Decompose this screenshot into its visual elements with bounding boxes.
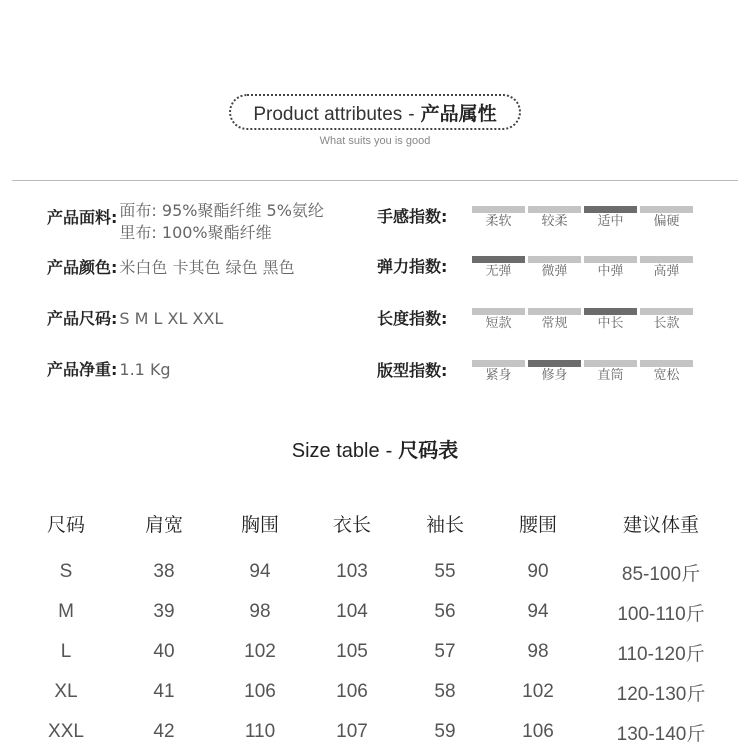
- weight-unit: 斤: [685, 602, 705, 625]
- index-option: 常规: [541, 316, 568, 331]
- cell-sleeve: 57: [434, 641, 456, 662]
- index-segment: [640, 308, 693, 332]
- header-chest: 胸围: [240, 513, 279, 536]
- index-segment: [472, 256, 525, 280]
- cell-length: 104: [336, 601, 368, 622]
- subtitle: What suits you is good: [319, 135, 431, 147]
- cell-length: 106: [336, 681, 368, 702]
- cell-weight: [584, 592, 738, 632]
- attr-weight-value: 1.1 Kg: [119, 360, 171, 379]
- index-option: 微弹: [541, 264, 568, 279]
- index-segment: [640, 360, 693, 384]
- index-option: 无弹: [485, 264, 512, 279]
- cell-shoulder: 40: [153, 641, 175, 662]
- attr-fabric-line1: 面布: 95%聚酯纤维 5%氨纶: [119, 201, 324, 220]
- index-bar: [528, 206, 581, 213]
- cell-size: L: [60, 641, 72, 662]
- header-waist: 腰围: [518, 513, 557, 536]
- cell-chest: 94: [249, 561, 271, 582]
- index-scale: [472, 360, 696, 384]
- index-length: [377, 308, 697, 344]
- attr-size: [47, 308, 223, 330]
- size-table-title: [0, 434, 750, 463]
- weight-range: 100-110: [617, 603, 686, 625]
- index-segment: [528, 308, 581, 332]
- title-zh: 产品属性: [420, 102, 497, 125]
- weight-unit: 斤: [681, 562, 701, 585]
- weight-range: 110-120: [617, 643, 686, 665]
- index-segment: [640, 206, 693, 230]
- header-weight: 建议体重: [622, 513, 699, 536]
- index-hand-feel: [377, 206, 697, 242]
- index-option: 直筒: [597, 368, 624, 383]
- cell-chest: 102: [244, 641, 276, 662]
- attr-fabric-label: 产品面料:: [47, 208, 118, 227]
- cell-sleeve: 56: [434, 601, 456, 622]
- attr-weight: [47, 359, 171, 381]
- cell-shoulder: 41: [153, 681, 175, 702]
- table-row: [18, 592, 738, 632]
- header-shoulder: 肩宽: [144, 513, 183, 536]
- cell-shoulder: 38: [153, 561, 175, 582]
- section-title-badge: [229, 94, 521, 130]
- cell-length: 103: [336, 561, 368, 582]
- size-title-zh: 尺码表: [398, 438, 459, 462]
- cell-size: M: [58, 601, 74, 622]
- cell-waist: 98: [527, 641, 549, 662]
- index-label: 长度指数:: [377, 309, 448, 328]
- index-bar: [584, 256, 637, 263]
- attr-size-label: 产品尺码:: [47, 309, 118, 328]
- cell-chest: 110: [244, 721, 276, 742]
- header-length: 衣长: [332, 513, 371, 536]
- index-bar: [528, 256, 581, 263]
- index-scale: [472, 308, 696, 332]
- index-option: 宽松: [653, 368, 680, 383]
- index-segment: [528, 256, 581, 280]
- index-scale: [472, 256, 696, 280]
- weight-range: 85-100: [621, 563, 682, 585]
- index-option: 适中: [597, 214, 624, 229]
- attr-color: [47, 257, 295, 279]
- title-en: Product attributes: [253, 103, 403, 125]
- attr-size-value: S M L XL XXL: [119, 309, 224, 328]
- cell-chest: 106: [244, 681, 276, 702]
- index-bar: [472, 256, 525, 263]
- attr-weight-label: 产品净重:: [47, 360, 118, 379]
- index-option: 短款: [485, 316, 512, 331]
- index-elasticity: [377, 256, 697, 292]
- divider: [12, 180, 738, 181]
- cell-size: S: [59, 561, 73, 582]
- size-title-en: Size table: [291, 440, 380, 462]
- cell-chest: 98: [249, 601, 271, 622]
- index-segment: [472, 308, 525, 332]
- index-scale: [472, 206, 696, 230]
- index-bar: [472, 360, 525, 367]
- header-sleeve: 袖长: [425, 513, 464, 536]
- index-bar: [472, 206, 525, 213]
- weight-range: 130-140: [616, 723, 687, 745]
- attr-fabric: [47, 200, 324, 244]
- cell-weight: [584, 672, 738, 712]
- cell-length: 107: [336, 721, 368, 742]
- table-row: [18, 632, 738, 672]
- index-option: 高弹: [653, 264, 680, 279]
- index-option: 柔软: [485, 214, 512, 229]
- table-row: [18, 712, 738, 752]
- index-segment: [584, 308, 637, 332]
- index-option: 中弹: [597, 264, 624, 279]
- index-bar: [584, 206, 637, 213]
- index-option: 长款: [653, 316, 680, 331]
- index-bar: [584, 360, 637, 367]
- index-segment: [584, 256, 637, 280]
- index-bar: [640, 360, 693, 367]
- table-header-row: [18, 502, 738, 544]
- index-option: 较柔: [541, 214, 568, 229]
- cell-weight: [584, 552, 738, 592]
- cell-weight: [584, 632, 738, 672]
- header-size: 尺码: [46, 513, 85, 536]
- index-bar: [528, 360, 581, 367]
- index-bar: [472, 308, 525, 315]
- index-option: 修身: [541, 368, 568, 383]
- index-bar: [528, 308, 581, 315]
- index-fit: [377, 360, 697, 396]
- index-label: 版型指数:: [377, 361, 448, 380]
- cell-size: XXL: [48, 721, 84, 742]
- index-segment: [584, 206, 637, 230]
- index-label: 手感指数:: [377, 207, 448, 226]
- cell-waist: 90: [527, 561, 549, 582]
- index-segment: [528, 360, 581, 384]
- index-segment: [528, 206, 581, 230]
- size-table: [18, 502, 738, 752]
- weight-unit: 斤: [686, 722, 706, 745]
- index-bar: [640, 308, 693, 315]
- title-separator: -: [408, 103, 415, 125]
- cell-sleeve: 59: [434, 721, 456, 742]
- index-bar: [640, 256, 693, 263]
- cell-shoulder: 42: [153, 721, 175, 742]
- cell-weight: [584, 712, 738, 752]
- index-option: 中长: [597, 316, 624, 331]
- weight-unit: 斤: [685, 642, 705, 665]
- index-bar: [584, 308, 637, 315]
- index-option: 紧身: [485, 368, 512, 383]
- cell-sleeve: 58: [434, 681, 456, 702]
- index-segment: [640, 256, 693, 280]
- index-option: 偏硬: [653, 214, 680, 229]
- cell-shoulder: 39: [153, 601, 175, 622]
- table-row: [18, 552, 738, 592]
- cell-length: 105: [336, 641, 368, 662]
- weight-range: 120-130: [616, 683, 687, 705]
- index-segment: [584, 360, 637, 384]
- cell-sleeve: 55: [434, 561, 456, 582]
- cell-waist: 94: [527, 601, 549, 622]
- index-label: 弹力指数:: [377, 257, 448, 276]
- weight-unit: 斤: [686, 682, 706, 705]
- attr-color-value: 米白色 卡其色 绿色 黑色: [119, 258, 295, 277]
- size-title-separator: -: [385, 440, 393, 462]
- attr-color-label: 产品颜色:: [47, 258, 118, 277]
- index-segment: [472, 206, 525, 230]
- index-bar: [640, 206, 693, 213]
- cell-size: XL: [54, 681, 78, 702]
- cell-waist: 106: [522, 721, 554, 742]
- table-row: [18, 672, 738, 712]
- index-segment: [472, 360, 525, 384]
- attr-fabric-line2: 里布: 100%聚酯纤维: [119, 223, 272, 242]
- cell-waist: 102: [522, 681, 554, 702]
